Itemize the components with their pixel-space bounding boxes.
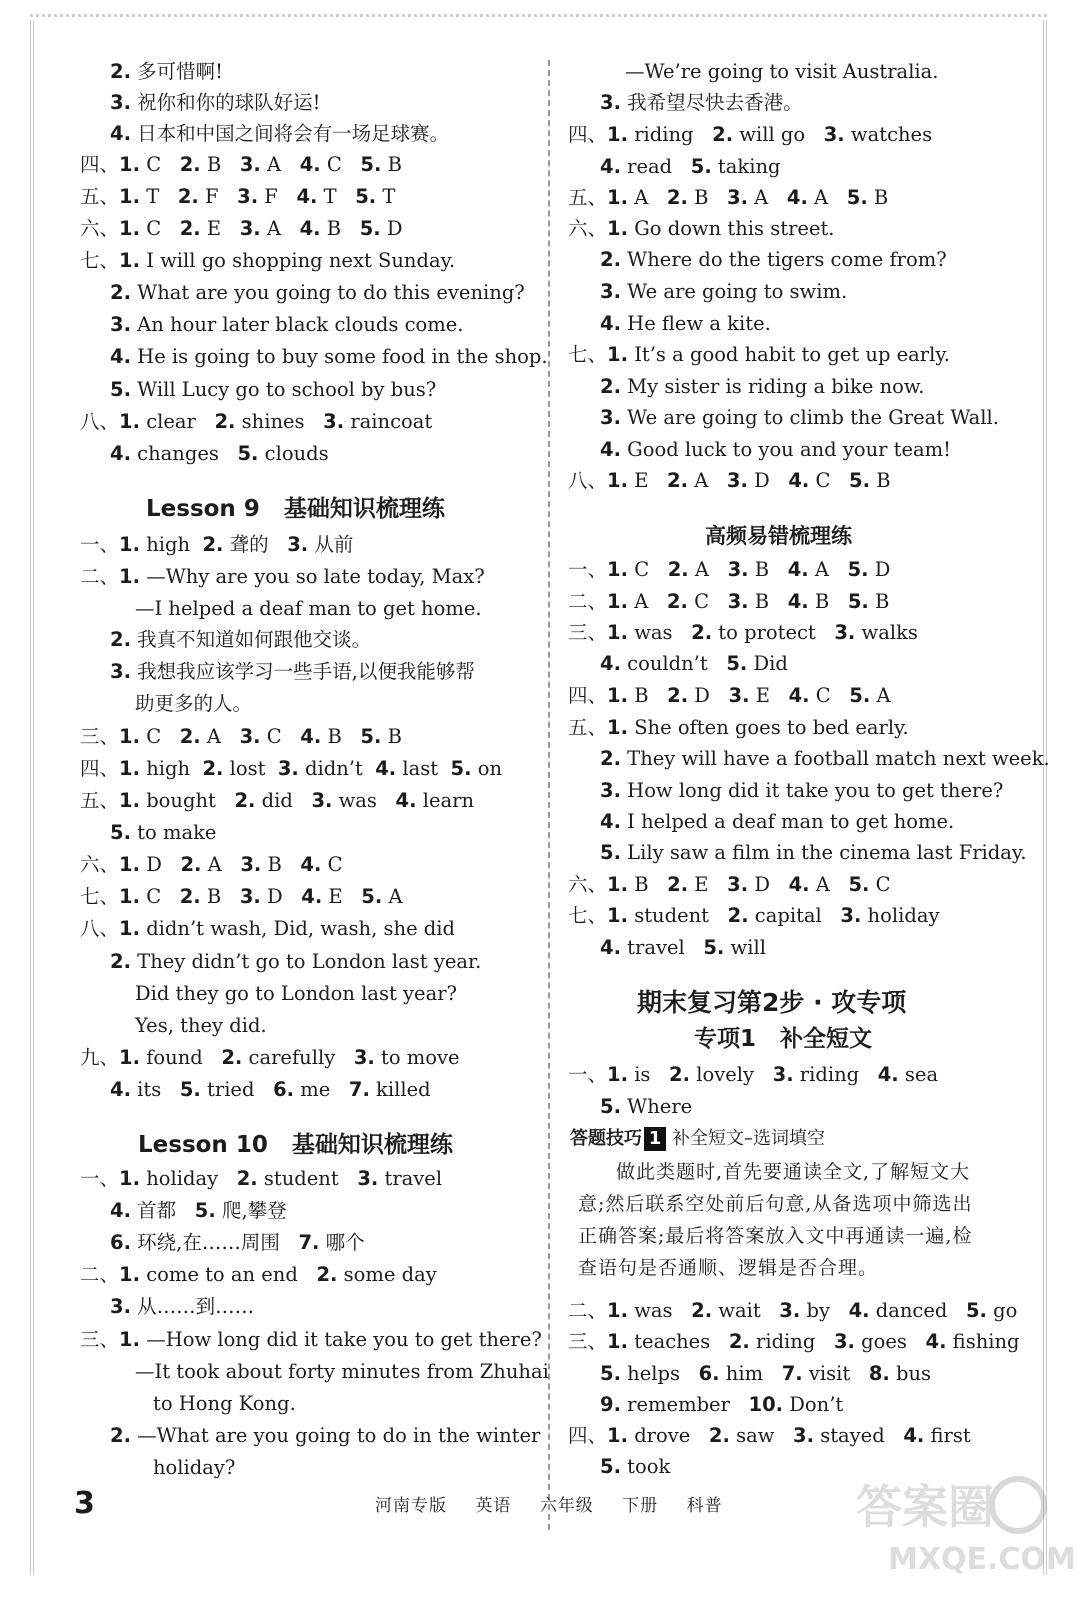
left-answer-line: 四、1. high 2. lost 3. didn’t 4. last 5. on <box>80 757 503 780</box>
left-answer-line: 助更多的人。 <box>135 692 253 715</box>
left-answer-line: 4. He is going to buy some food in the shop. <box>110 345 548 368</box>
heading-gaopin: 高频易错梳理练 <box>705 524 852 548</box>
left-answer-line: 6. 环绕,在……周围 7. 哪个 <box>110 1231 365 1254</box>
right-answer-line: 4. Good luck to you and your team! <box>600 438 951 461</box>
footer-info <box>375 1491 745 1516</box>
left-answer-line: 四、1. C 2. B 3. A 4. C 5. B <box>80 153 402 176</box>
right-answer-line: 2. They will have a football match next week. <box>600 747 1050 770</box>
tip-body-text: 做此类题时,首先要通读全文,了解短文大意;然后联系空处前后句意,从备选项中筛选出正确答案;最后将答案放入文中再通读一遍,检查语句是否通顺、逻辑是否合理。 <box>578 1161 973 1279</box>
right-answer-line: 二、1. was 2. wait 3. by 4. danced 5. go <box>568 1299 1018 1322</box>
right-answer-line: 一、1. is 2. lovely 3. riding 4. sea <box>568 1063 939 1086</box>
left-answer-line: 六、1. D 2. A 3. B 4. C <box>80 853 343 876</box>
left-answer-line: 2. What are you going to do this evening? <box>110 281 525 304</box>
right-answer-line: 六、1. B 2. E 3. D 4. A 5. C <box>568 873 891 896</box>
left-answer-line: 3. 祝你和你的球队好运! <box>110 91 321 114</box>
left-answer-line: 5. Will Lucy go to school by bus? <box>110 378 437 401</box>
page-number: 3 <box>74 1486 95 1521</box>
left-answer-line: holiday? <box>153 1456 236 1479</box>
tip-number-badge: 1 <box>644 1127 666 1151</box>
tip-title: 补全短文–选词填空 <box>672 1128 825 1149</box>
watermark-text: 答案圈 <box>856 1480 994 1534</box>
left-answer-line: —It took about forty minutes from Zhuhai <box>135 1360 549 1383</box>
left-answer-line: 八、1. clear 2. shines 3. raincoat <box>80 410 433 433</box>
left-answer-line: 2. They didn’t go to London last year. <box>110 950 482 973</box>
right-answer-line: 三、1. was 2. to protect 3. walks <box>568 621 918 644</box>
left-answer-line: 七、1. C 2. B 3. D 4. E 5. A <box>80 885 403 908</box>
left-answer-line: Yes, they did. <box>135 1014 267 1037</box>
right-answer-line: 3. 我希望尽快去香港。 <box>600 91 803 114</box>
left-answer-line: 4. changes 5. clouds <box>110 442 329 465</box>
watermark-logo <box>848 1465 1076 1583</box>
left-answer-line: 五、1. bought 2. did 3. was 4. learn <box>80 789 475 812</box>
footer-subject: 英语 <box>475 1496 512 1516</box>
left-answer-line: 3. 我想我应该学习一些手语,以便我能够帮 <box>110 660 475 683</box>
left-answer-line: 4. 日本和中国之间将会有一场足球赛。 <box>110 122 450 145</box>
left-answer-line: to Hong Kong. <box>153 1392 296 1415</box>
right-answer-line: 七、1. student 2. capital 3. holiday <box>568 904 940 927</box>
right-answer-line: 五、1. She often goes to bed early. <box>568 716 909 739</box>
left-answer-line: 3. An hour later black clouds come. <box>110 313 464 336</box>
right-answer-line: 4. travel 5. will <box>600 936 766 959</box>
right-answer-line: 七、1. It’s a good habit to get up early. <box>568 343 950 366</box>
footer-grade: 六年级 <box>539 1496 594 1516</box>
left-answer-line: 4. its 5. tried 6. me 7. killed <box>110 1078 431 1101</box>
left-answer-line: 4. 首都 5. 爬,攀登 <box>110 1199 287 1222</box>
right-answer-line: 9. remember 10. Don’t <box>600 1393 844 1416</box>
left-answer-line: 一、1. high 2. 聋的 3. 从前 <box>80 533 354 556</box>
heading-final-review: 期末复习第2步 · 攻专项 <box>637 988 907 1017</box>
right-answer-line: 5. took <box>600 1455 671 1478</box>
left-answer-line: Did they go to London last year? <box>135 982 457 1005</box>
right-answer-line: 2. Where do the tigers come from? <box>600 248 947 271</box>
right-answer-line: 5. helps 6. him 7. visit 8. bus <box>600 1362 932 1385</box>
right-answer-line: —We’re going to visit Australia. <box>625 60 939 83</box>
left-answer-line: 2. 多可惜啊! <box>110 60 224 83</box>
left-answer-line: 5. to make <box>110 821 217 844</box>
right-answer-line: 4. read 5. taking <box>600 155 781 178</box>
left-answer-line: 九、1. found 2. carefully 3. to move <box>80 1046 460 1069</box>
left-answer-line: 三、1. C 2. A 3. C 4. B 5. B <box>80 725 402 748</box>
left-answer-line: 八、1. didn’t wash, Did, wash, she did <box>80 917 456 940</box>
footer-edition: 河南专版 <box>375 1496 447 1516</box>
left-answer-line: 二、1. come to an end 2. some day <box>80 1263 437 1286</box>
heading-special-1: 专项1 补全短文 <box>694 1026 873 1052</box>
right-answer-line: 2. My sister is riding a bike now. <box>600 375 925 398</box>
right-answer-line: 三、1. teaches 2. riding 3. goes 4. fishing <box>568 1330 1020 1353</box>
left-answer-line: 七、1. I will go shopping next Sunday. <box>80 249 456 272</box>
right-answer-line: 六、1. Go down this street. <box>568 217 835 240</box>
right-answer-line: 4. I helped a deaf man to get home. <box>600 810 955 833</box>
tip-label-text: 答题技巧 <box>570 1128 642 1149</box>
right-answer-line: 一、1. C 2. A 3. B 4. A 5. D <box>568 558 891 581</box>
left-answer-line: 3. 从……到…… <box>110 1295 255 1318</box>
left-answer-line: —I helped a deaf man to get home. <box>135 597 482 620</box>
right-answer-line: 5. Where <box>600 1095 693 1118</box>
watermark-circle-icon <box>992 1479 1044 1531</box>
right-answer-line: 3. How long did it take you to get there? <box>600 779 1004 802</box>
right-answer-line: 4. He flew a kite. <box>600 312 771 335</box>
right-answer-line: 4. couldn’t 5. Did <box>600 652 788 675</box>
left-answer-line: 三、1. —How long did it take you to get there? <box>80 1328 542 1351</box>
left-answer-line: 五、1. T 2. F 3. F 4. T 5. T <box>80 185 396 208</box>
left-answer-line: 六、1. C 2. E 3. A 4. B 5. D <box>80 217 403 240</box>
right-answer-line: 3. We are going to climb the Great Wall. <box>600 406 999 429</box>
right-answer-line: 四、1. drove 2. saw 3. stayed 4. first <box>568 1424 971 1447</box>
right-answer-line: 八、1. E 2. A 3. D 4. C 5. B <box>568 469 891 492</box>
left-answer-line: 一、1. holiday 2. student 3. travel <box>80 1167 443 1190</box>
heading-lesson-10: Lesson 10 基础知识梳理练 <box>138 1132 453 1158</box>
left-answer-line: 二、1. —Why are you so late today, Max? <box>80 565 485 588</box>
footer-volume: 下册 <box>622 1496 659 1516</box>
left-answer-line: 2. 我真不知道如何跟他交谈。 <box>110 628 372 651</box>
heading-lesson-9: Lesson 9 基础知识梳理练 <box>146 496 445 522</box>
right-answer-line: 二、1. A 2. C 3. B 4. B 5. B <box>568 590 890 613</box>
column-divider <box>548 60 550 1530</box>
right-answer-line: 3. We are going to swim. <box>600 280 848 303</box>
right-answer-line: 五、1. A 2. B 3. A 4. A 5. B <box>568 186 889 209</box>
tip-box-label <box>570 1126 825 1152</box>
watermark-url: MXQE.COM <box>888 1542 1076 1577</box>
right-answer-line: 四、1. B 2. D 3. E 4. C 5. A <box>568 684 891 707</box>
left-answer-line: 2. —What are you going to do in the winter <box>110 1424 541 1447</box>
right-answer-line: 四、1. riding 2. will go 3. watches <box>568 123 933 146</box>
right-answer-line: 5. Lily saw a film in the cinema last Friday. <box>600 841 1027 864</box>
footer-publisher: 科普 <box>686 1496 723 1516</box>
